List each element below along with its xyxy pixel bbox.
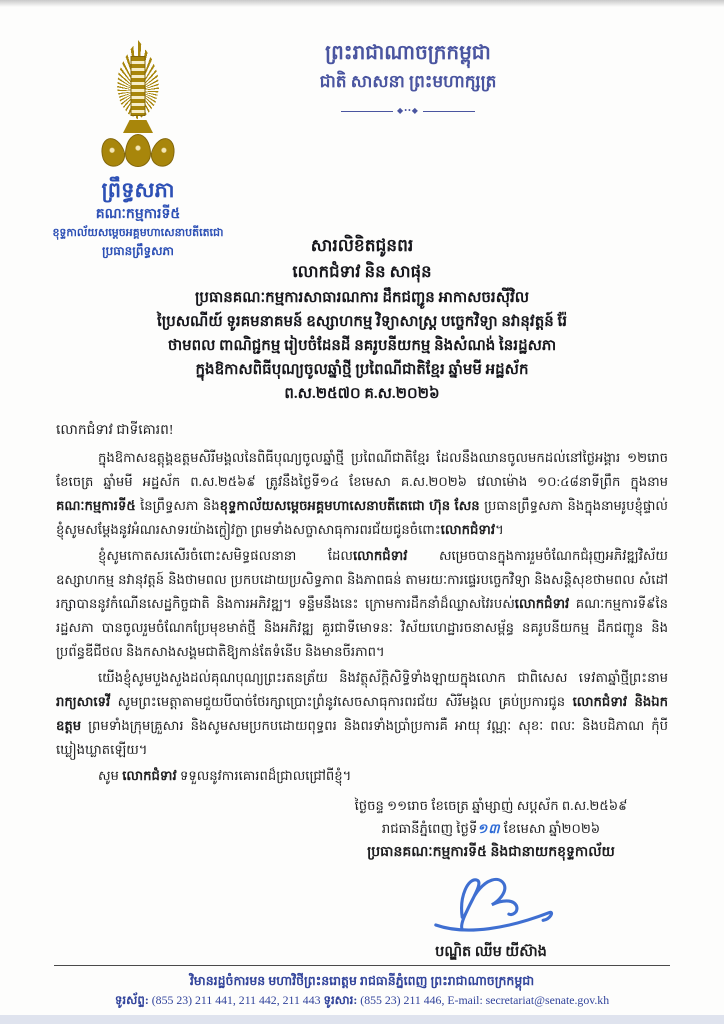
addressee-title-line2: ប្រៃសណីយ៍ ទូរគមនាគមន៍ ឧស្សាហកម្ម វិទ្យាសាស្ត្រ បច្ចេកវិទ្យា នវានុវត្តន៍ រ៉ែ xyxy=(156,313,568,330)
signatory-position: ប្រធានគណៈកម្មការទី៥ និងជានាយកខុទ្ទកាល័យ xyxy=(367,845,615,861)
signature-scrawl-icon xyxy=(396,869,586,939)
footer-address: វិមានរដ្ឋចំការមន មហាវិថីព្រះនរោត្តម រាជធានីភ្នំពេញ ព្រះរាជាណាចក្រកម្ពុជា xyxy=(189,973,535,988)
addressee-title-line3: ថាមពល ពាណិជ្ជកម្ម រៀបចំដែនដី នគរូបនីយកម្ម និងសំណង់ នៃរដ្ឋសភា xyxy=(167,337,557,354)
salutation: លោកជំទាវ ជាទីគោរព! xyxy=(56,421,174,437)
emblem-leaf-left-icon xyxy=(97,135,128,170)
divider-ornament xyxy=(232,107,584,115)
lunar-date: ថ្ងៃចន្ទ ១១រោច ខែចេត្រ ឆ្នាំម្សាញ់ សប្តស័ក ព.ស.២៥៦៩ xyxy=(354,798,628,814)
emblem-pedestal-icon xyxy=(123,120,153,133)
signature-block xyxy=(276,794,706,965)
paragraph-2: ខ្ញុំសូមកោតសរសើរចំពោះសមិទ្ធផលនានា ដែលលោកជំទាវ សម្រេចបានក្នុងការរួមចំណែកជំរុញអភិវឌ្ឍវិស័យឧស្សាហកម្ម នវានុវត្តន៍ និងថាមពល ប្រកបដោយប្រសិទ្ធភាព និងភាពធន់ តាមរយៈការផ្ទេរបច្ចេកវិទ្យា និងសន្តិសុខថាមពល សំដៅរក្សាបាននូវកំណើនសេដ្ឋកិច្ចជាតិ និងការអភិវឌ្ឍ។ ទន្ទឹមនឹងនេះ ក្រោមការដឹកនាំដ៏ឈ្លាសវៃរបស់លោកជំទាវ គណៈកម្មការទី៩នៃរដ្ឋសភា បានចូលរួមចំណែកប្រែមុខមាត់ថ្មី និងអភិវឌ្ឍ គួរជាទីមោទនៈ វិស័យហេដ្ឋារចនាសម្ព័ន្ធ នគរូបនីយកម្ម ដឹកជញ្ជូន និងប្រព័ន្ធឌីជីថល និងកសាងសង្គមជាតិឱ្យកាន់តែទំនើប និងមានចីរភាព។ xyxy=(56,548,669,659)
emblem-core-icon xyxy=(131,56,146,116)
institution-name: ព្រឹទ្ធសភា xyxy=(101,178,175,202)
kingdom-header xyxy=(232,38,584,115)
signatory-name: បណ្ឌិត ឈីម យីស៊ាង xyxy=(435,943,547,960)
paragraph-3: យើងខ្ញុំសូមបួងសួងដល់គុណបុណ្យព្រះរតនត្រ័យ និងវត្ថុស័ក្តិសិទ្ធិទាំងឡាយក្នុងលោក ជាពិសេស ទេវតាឆ្នាំថ្មីព្រះនាម រាក្យសាទេវី សូមព្រះមេត្តាតាមជួយបីបាច់ថែរក្សាប្រោះព្រំនូវសេចសាធុការពរជ័យ សិរីមង្គល គ្រប់ប្រការជូន លោកជំទាវ និងឯកឧត្តម ព្រមទាំងក្រុមគ្រួសារ និងសូមសមប្រកបដោយពុទ្ធពរ និងពរទាំងប្រាំប្រការគឺ អាយុ វណ្ណៈ សុខៈ ពលៈ និងបដិភាណ កុំបីឃ្លៀងឃ្លាតឡើយ។ xyxy=(56,670,668,757)
divider-line-right xyxy=(423,111,475,112)
cabinet-name: ខុទ្ទកាល័យសម្តេចអគ្គមហាសេនាបតីតេជោ xyxy=(52,227,224,240)
divider-glyph: ◆••◆ xyxy=(397,106,419,116)
emblem-leaf-center-icon xyxy=(125,134,151,167)
letter-body xyxy=(56,418,668,789)
addressee-name: លោកជំទាវ និន សាផុន xyxy=(292,262,432,282)
senate-emblem xyxy=(95,40,181,170)
closing-line: សូម លោកជំទាវ ទទួលនូវការគោរពដ៏ជ្រាលជ្រៅពីខ្ញុំ។ xyxy=(98,768,352,784)
footer-contacts: ទូរស័ព្ទ: (855 23) 211 441, 211 442, 211 443 ទូរសារ: (855 23) 211 446, E-mail: secretariat@senate.gov.kh xyxy=(114,993,610,1008)
emblem-leaf-right-icon xyxy=(148,135,179,170)
signature-ink xyxy=(276,868,706,940)
letter-footer xyxy=(0,965,724,1010)
letter-type-title: សារលិខិតជូនពរ xyxy=(310,236,414,255)
era-years: ព.ស.២៥៧០ គ.ស.២០២៦ xyxy=(284,385,440,402)
commission-name: គណៈកម្មការទី៥ xyxy=(95,207,181,223)
addressee-title-line1: ប្រធានគណៈកម្មការសាធារណការ ដឹកជញ្ជូន អាកាសចរស៊ីវិល xyxy=(194,289,530,306)
footer-rule xyxy=(54,965,670,966)
civil-date: រាជធានីភ្នំពេញ ថ្ងៃទី១៣ ខែមេសា ឆ្នាំ២០២៦ xyxy=(381,821,601,837)
kingdom-motto: ជាតិ សាសនា ព្រះមហាក្សត្រ xyxy=(319,72,497,91)
divider-line-left xyxy=(341,111,393,112)
kingdom-title: ព្រះរាជាណាចក្រកម្ពុជា xyxy=(325,42,491,64)
scan-edge-bottom xyxy=(0,1015,724,1024)
paragraph-1: ក្នុងឱកាសឧត្តុង្គឧត្តមសិរីមង្គលនៃពិធីបុណ្យចូលឆ្នាំថ្មី ប្រពៃណីជាតិខ្មែរ ដែលនឹងឈានចូលមកដល់នៅថ្ងៃអង្គារ ១២រោច ខែចេត្រ ឆ្នាំមមី អដ្ឋស័ក ព.ស.២៥៦៩ ត្រូវនឹងថ្ងៃទី១៤ ខែមេសា គ.ស.២០២៦ វេលាម៉ោង ១០:៤៨នាទីព្រឹក ក្នុងនាមគណៈកម្មការទី៥ នៃព្រឹទ្ធសភា និងខុទ្ទកាល័យសម្តេចអគ្គមហាសេនាបតីតេជោ ហ៊ុន សែន ប្រធានព្រឹទ្ធសភា និងក្នុងនាមរូបខ្ញុំផ្ទាល់ ខ្ញុំសូមសម្តែងនូវអំណរសាទរយ៉ាងក្លៀវក្លា ព្រមទាំងសច្ចាសាធុការពរជ័យជូនចំពោះលោកជំទាវ។ xyxy=(56,450,668,537)
letterhead-left-block xyxy=(28,40,248,260)
emblem-base-ornament xyxy=(95,134,181,167)
cabinet-title: ប្រធានព្រឹទ្ធសភា xyxy=(102,243,174,258)
occasion-line: ក្នុងឱកាសពិធីបុណ្យចូលឆ្នាំថ្មី ប្រពៃណីជាតិខ្មែរ ឆ្នាំមមី អដ្ឋស័ក xyxy=(195,361,529,378)
